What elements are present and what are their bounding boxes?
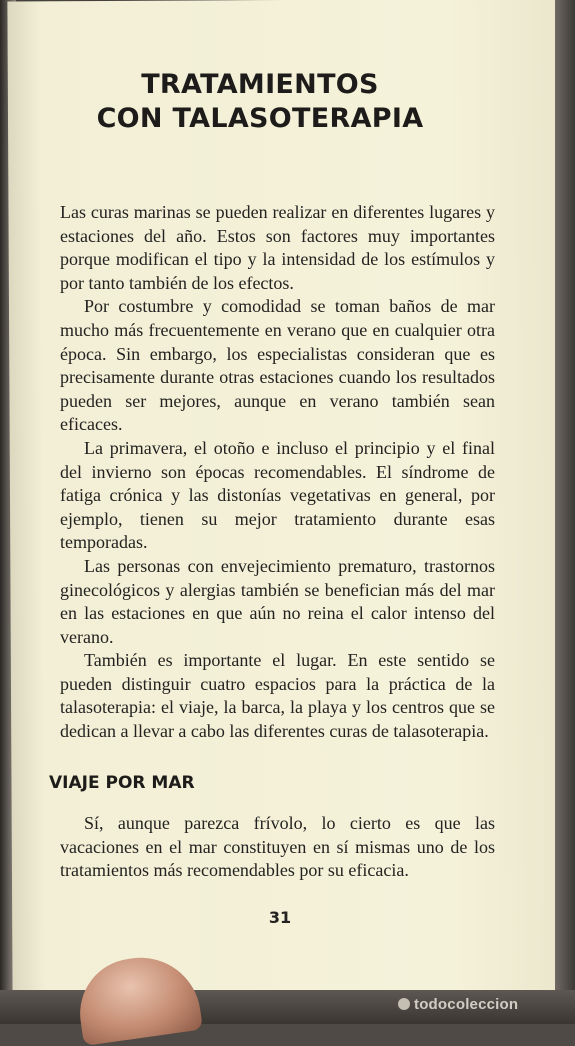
page-right-edge	[555, 0, 575, 1024]
section-heading: VIAJE POR MAR	[49, 773, 195, 793]
paragraph-5: También es importante el lugar. En este sentido se pueden distinguir cuatro espacios para la práctica de la talasoterapia: el viaje, la barca, la playa y los centros que se dedican a llevar a cabo las diferentes curas de talasoterapia.	[60, 650, 495, 742]
chapter-title	[60, 68, 460, 136]
paragraph-3: La primavera, el otoño e incluso el principio y el final del invierno son épocas recomendables. El síndrome de fatiga crónica y las distonías vegetativas en general, por ejemplo, tienen su mejor tratamiento durante esas temporadas.	[60, 437, 495, 553]
chapter-title-line-2: CON TALASOTERAPIA	[96, 103, 424, 134]
section-body	[60, 812, 495, 883]
watermark	[398, 996, 518, 1013]
watermark-logo-icon	[398, 998, 410, 1010]
paragraph-1: Las curas marinas se pueden realizar en diferentes lugares y estaciones del año. Estos son factores muy importantes porque modifican el tipo y la intensidad de los estímulos y por tanto también de los efectos.	[60, 202, 495, 293]
chapter-title-line-1: TRATAMIENTOS	[141, 69, 379, 100]
paragraph-4: Las personas con envejecimiento prematuro, trastornos ginecológicos y alergias también se benefician más del mar en las estaciones en que aún no reina el calor intenso del verano.	[60, 555, 495, 647]
page-number: 31	[268, 908, 292, 927]
body-text	[60, 201, 495, 744]
paragraph-2: Por costumbre y comodidad se toman baños de mar mucho más frecuentemente en verano que en cualquier otra época. Sin embargo, los especialistas consideran que es precisamente durante otras estaciones cuando los resultados pueden ser mejores, aunque en verano también sean eficaces.	[60, 296, 495, 435]
section-paragraph: Sí, aunque parezca frívolo, lo cierto es que las vacaciones en el mar constituyen en sí mismas uno de los tratamientos más recomendables por su eficacia.	[60, 813, 495, 881]
watermark-text: todocoleccion	[414, 996, 519, 1013]
